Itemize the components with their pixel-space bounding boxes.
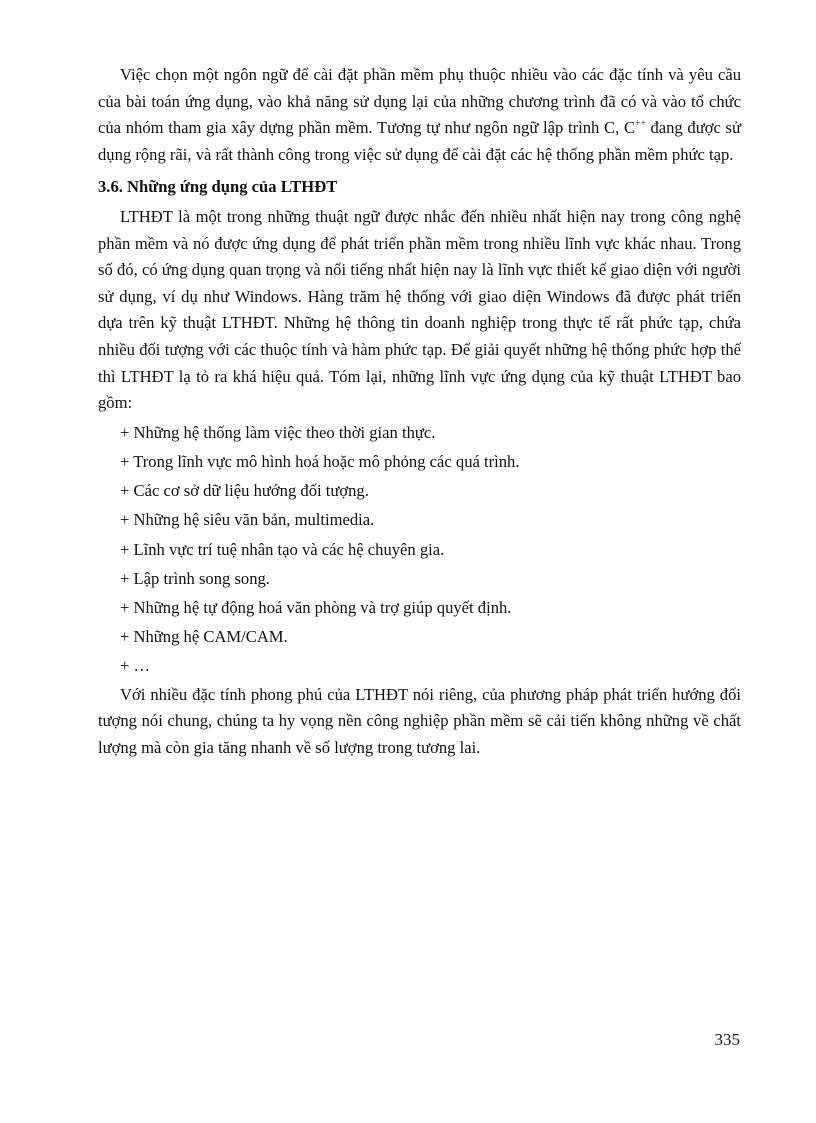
list-item: + … [120,656,151,676]
list-item: + Lập trình song song. [120,568,270,588]
list-item: + Trong lĩnh vực mô hình hoá hoặc mô phỏng các quá trình. [120,451,520,471]
list-item: + Những hệ tự động hoá văn phòng và trợ giúp quyết định. [120,597,512,617]
intro-paragraph [98,62,741,168]
application-list [98,419,741,680]
list-item: + Những hệ CAM/CAM. [120,627,288,647]
section-title: Những ứng dụng của LTHĐT [127,177,338,197]
page-number: 335 [714,1030,740,1049]
list-item: + Những hệ thống làm việc theo thời gian thực. [120,422,436,442]
intro-text-before: Việc chọn một ngôn ngữ để cài đặt phần mềm phụ thuộc nhiều vào các đặc tính và yêu cầu của bài toán ứng dụng, vào khả năng sử dụng lại của những chương trình đã có và vào tổ chức của nhóm tham gia xây dựng phần mềm. Tương tự như ngôn ngữ lập trình C, C [98,65,741,138]
section-number: 3.6. [98,177,123,197]
section-paragraph: LTHĐT là một trong những thuật ngữ được nhắc đến nhiều nhất hiện nay trong công nghệ phần mềm và nó được ứng dụng để phát triển phần mềm trong nhiều lĩnh vực khác nhau. Trong số đó, có ứng dụng quan trọng và nổi tiếng nhất hiện nay là lĩnh vực thiết kế giao diện với người sử dụng, ví dụ như Windows. Hàng trăm hệ thống với giao diện Windows đã được phát triển dựa trên kỹ thuật LTHĐT. Những hệ thông tin doanh nghiệp trong thực tế rất phức tạp, chứa nhiều đối tượng với các thuộc tính và hàm phức tạp. Để giải quyết những hệ thống phức hợp thế thì LTHĐT lạ tỏ ra khá hiệu quả. Tóm lại, những lĩnh vực ứng dụng của kỹ thuật LTHĐT bao gồm: [98,206,741,413]
list-item: + Những hệ siêu văn bản, multimedia. [120,510,375,530]
closing-paragraph: Với nhiều đặc tính phong phú của LTHĐT nói riêng, của phương pháp phát triển hướng đối tượng nói chung, chúng ta hy vọng nền công nghiệp phần mềm sẽ cải tiến không những về chất lượng mà còn gia tăng nhanh về số lượng trong tương lai. [98,684,741,757]
list-item: + Lĩnh vực trí tuệ nhân tạo và các hệ chuyên gia. [120,539,445,559]
intro-text-after: đang được sử dụng rộng rãi, và rất thành công trong việc sử dụng để cài đặt các hệ thống phần mềm phức tạp. [98,118,741,164]
cpp-superscript: ++ [635,118,646,129]
page-content [98,62,741,761]
list-item: + Các cơ sở dữ liệu hướng đối tượng. [120,481,369,501]
section-heading [98,174,741,201]
